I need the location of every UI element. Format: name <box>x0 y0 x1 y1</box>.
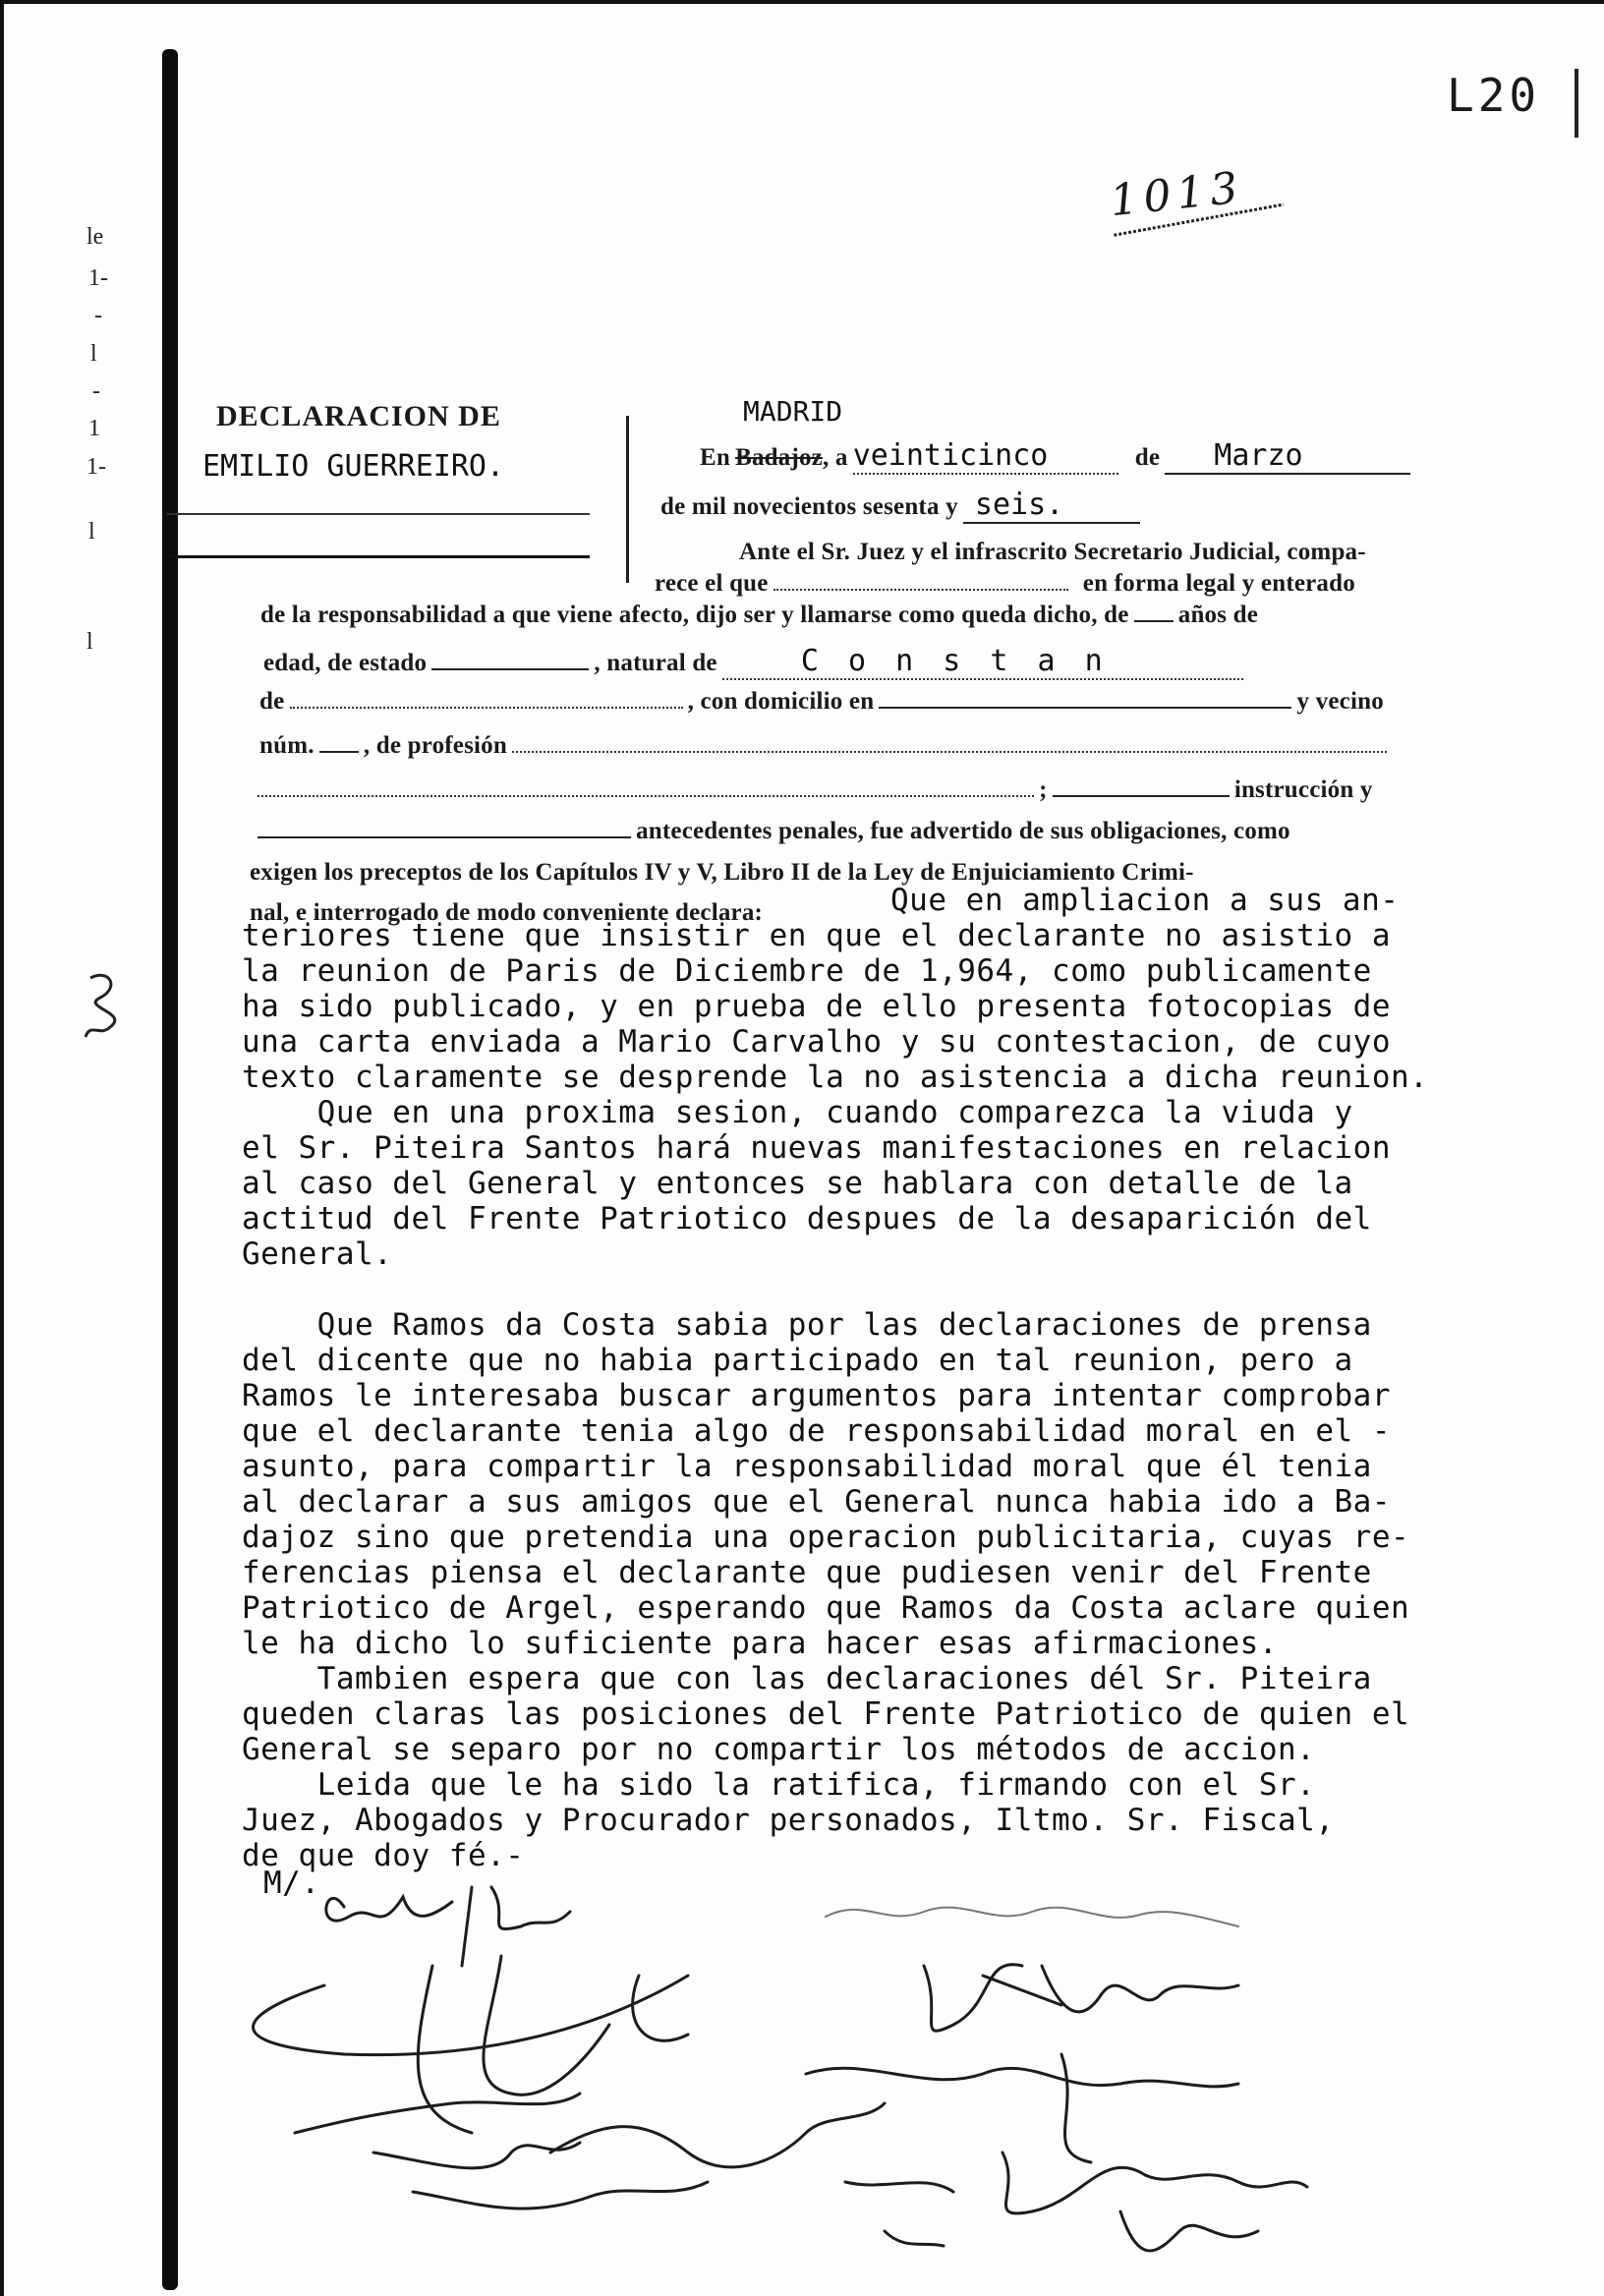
statement-line: texto claramente se desprende la no asistencia a dicha reunion. <box>242 1060 1429 1095</box>
form-text: de <box>1134 444 1161 471</box>
form-line-12: nal, e interrogado de modo conveniente declara: <box>250 899 764 926</box>
form-line-3: Ante el Sr. Juez y el infrascrito Secretario Judicial, compa- <box>739 539 1366 565</box>
form-line-4 <box>655 570 1355 598</box>
stamp-code: L20 <box>1447 69 1541 122</box>
crossed-city: Badajoz <box>735 444 823 471</box>
statement-line: al caso del General y entonces se hablara con detalle de la <box>242 1166 1353 1201</box>
signature-lawyer-3 <box>550 2103 885 2167</box>
form-text: instrucción y <box>1233 776 1373 803</box>
year-field: seis. <box>963 488 1140 524</box>
statement-line: Patriotico de Argel, esperando que Ramos da Costa aclare quien <box>242 1590 1410 1626</box>
margin-mark: l <box>90 341 97 367</box>
signature-witness-2 <box>885 2211 1258 2251</box>
statement-line: de que doy fé.- <box>242 1838 525 1873</box>
declarant-name: EMILIO GUERREIRO. <box>202 449 505 484</box>
margin-mark: 1- <box>88 265 108 291</box>
statement-line: teriores tiene que insistir en que el declarante no asistio a <box>242 918 1391 953</box>
day-field: veinticinco <box>853 438 1118 475</box>
form-text: núm. <box>259 732 315 759</box>
form-text: y vecino <box>1296 688 1384 715</box>
margin-mark: - <box>94 303 102 328</box>
statement-line: al declarar a sus amigos que el General nunca habia ido a Ba- <box>242 1484 1391 1520</box>
form-line-6 <box>263 644 1243 680</box>
statement-line: Ramos le interesaba buscar argumentos para intentar comprobar <box>242 1378 1391 1413</box>
statement-line: ferencias piensa el declarante que pudiesen venir del Frente <box>242 1555 1372 1590</box>
form-line-11: exigen los preceptos de los Capítulos IV y V, Libro II de la Ley de Enjuiciamiento Crimi- <box>250 859 1194 886</box>
form-text: años de <box>1177 602 1259 628</box>
folio-number <box>1108 158 1290 240</box>
statement-line: ha sido publicado, y en prueba de ello presenta fotocopias de <box>242 989 1391 1024</box>
signatures-block <box>177 1858 1592 2290</box>
form-text: de <box>259 688 285 715</box>
form-text: de la responsabilidad a que viene afecto, dijo ser y llamarse como queda dicho, de <box>260 602 1129 628</box>
statement-line: Que en ampliacion a sus an- <box>890 883 1400 918</box>
margin-mark: 1 <box>88 416 100 441</box>
statement-line: una carta enviada a Mario Carvalho y su contestacion, de cuyo <box>242 1024 1391 1060</box>
statement-line: queden claras las posiciones del Frente Patriotico de quien el <box>242 1696 1410 1732</box>
signature-lawyer-2 <box>295 2094 708 2209</box>
header-title: DECLARACION DE <box>216 400 501 432</box>
form-text: ; <box>1039 776 1048 803</box>
signature-procurador <box>924 1965 1238 2032</box>
closing-mark: M/. <box>263 1866 320 1901</box>
form-line-5 <box>260 602 1258 629</box>
month-field: Marzo <box>1165 438 1410 475</box>
statement-line: Leida que le ha sido la ratifica, firmando con el Sr. <box>242 1767 1316 1803</box>
form-line-10 <box>258 818 1290 845</box>
city-typed: MADRID <box>743 395 843 428</box>
statement-line: Que en una proxima sesion, cuando comparezca la viuda y <box>242 1095 1353 1130</box>
form-text: de mil novecientos sesenta y <box>660 493 958 520</box>
statement-line: del dicente que no habia participado en tal reunion, pero a <box>242 1343 1353 1378</box>
margin-mark: le <box>86 224 104 250</box>
statement-line: que el declarante tenia algo de responsabilidad moral en el - <box>242 1413 1391 1449</box>
form-text: edad, de estado <box>263 650 428 676</box>
statement-line: General se separo por no compartir los métodos de accion. <box>242 1732 1316 1767</box>
signature-secretary <box>806 2054 1238 2162</box>
statement-line: asunto, para compartir la responsabilidad moral que él tenia <box>242 1449 1372 1484</box>
signature-lawyer-1 <box>254 1956 689 2133</box>
statement-line: el Sr. Piteira Santos hará nuevas manifestaciones en relacion <box>242 1130 1391 1166</box>
statement-line: actitud del Frente Patriotico despues de la desaparición del <box>242 1201 1372 1236</box>
margin-mark: l <box>86 629 93 655</box>
page-border-left <box>0 0 4 2296</box>
signature-judge <box>326 1887 570 1966</box>
form-text: , a <box>822 444 848 471</box>
form-line-7 <box>259 688 1384 716</box>
signature-witness <box>845 2152 1307 2213</box>
form-text: en forma legal y enterado <box>1082 570 1355 597</box>
form-text: , de profesión <box>363 732 507 759</box>
statement-line: le ha dicho lo suficiente para hacer esas afirmaciones. <box>242 1626 1278 1661</box>
margin-mark: - <box>92 378 100 404</box>
statement-line: General. <box>242 1236 393 1272</box>
form-text: rece el que <box>655 570 769 597</box>
form-text: antecedentes penales, fue advertido de sus obligaciones, como <box>636 818 1290 844</box>
form-text: , con domicilio en <box>687 688 875 715</box>
signature-fiscal <box>826 1908 1238 1926</box>
page-border-top <box>0 0 1604 4</box>
statement-line: Que Ramos da Costa sabia por las declaraciones de prensa <box>242 1307 1372 1343</box>
statement-line: Tambien espera que con las declaraciones dél Sr. Piteira <box>242 1661 1372 1696</box>
form-line-1 <box>700 438 1410 475</box>
form-text: , natural de <box>594 650 717 676</box>
statement-line: la reunion de Paris de Diciembre de 1,964, como publicamente <box>242 953 1372 989</box>
folio-number-text: 1013 <box>1108 162 1246 227</box>
margin-mark: 1- <box>86 454 106 480</box>
declaration-header <box>167 388 629 585</box>
form-line-8 <box>259 732 1387 760</box>
form-line-9 <box>258 776 1373 804</box>
margin-mark: l <box>88 519 95 545</box>
form-line-2 <box>660 488 1140 524</box>
form-text: En <box>700 444 730 471</box>
statement-line: dajoz sino que pretendia una operacion publicitaria, cuyas re- <box>242 1520 1410 1555</box>
statement-line: Juez, Abogados y Procurador personados, Iltmo. Sr. Fiscal, <box>242 1803 1335 1838</box>
binding-strip <box>162 49 178 2290</box>
natural-field: C o n s t a n <box>722 644 1243 680</box>
archive-stamp <box>1437 69 1584 147</box>
margin-scribble <box>71 968 140 1047</box>
